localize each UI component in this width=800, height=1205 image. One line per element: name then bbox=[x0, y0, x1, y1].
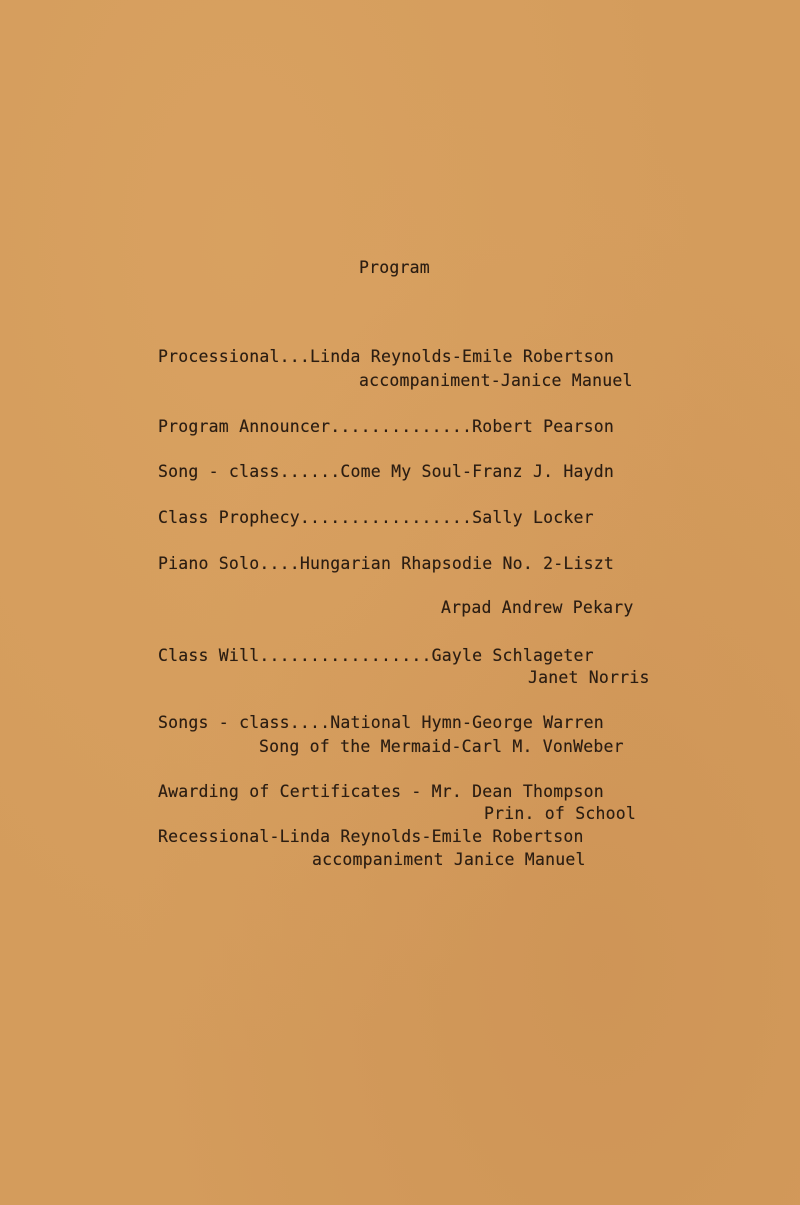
program-line-class-will-second: Janet Norris bbox=[528, 668, 650, 687]
program-line-piano-solo: Piano Solo....Hungarian Rhapsodie No. 2-Liszt bbox=[158, 554, 615, 573]
program-line-processional: Processional...Linda Reynolds-Emile Robertson bbox=[158, 347, 615, 366]
program-line-song-class: Song - class......Come My Soul-Franz J. Haydn bbox=[158, 462, 615, 481]
program-line-recessional-accompaniment: accompaniment Janice Manuel bbox=[312, 850, 586, 869]
page-title: Program bbox=[359, 258, 430, 277]
program-line-class-will: Class Will.................Gayle Schlageter bbox=[158, 646, 594, 665]
program-line-songs-second: Song of the Mermaid-Carl M. VonWeber bbox=[259, 737, 624, 756]
program-line-announcer: Program Announcer..............Robert Pearson bbox=[158, 417, 615, 436]
program-line-awarding: Awarding of Certificates - Mr. Dean Thompson bbox=[158, 782, 604, 801]
program-line-awarding-title: Prin. of School bbox=[484, 804, 637, 823]
program-line-processional-accompaniment: accompaniment-Janice Manuel bbox=[359, 371, 633, 390]
program-line-piano-performer: Arpad Andrew Pekary bbox=[441, 598, 634, 617]
program-line-recessional: Recessional-Linda Reynolds-Emile Robertson bbox=[158, 827, 584, 846]
program-line-songs-class: Songs - class....National Hymn-George Warren bbox=[158, 713, 604, 732]
program-line-class-prophecy: Class Prophecy.................Sally Locker bbox=[158, 508, 594, 527]
